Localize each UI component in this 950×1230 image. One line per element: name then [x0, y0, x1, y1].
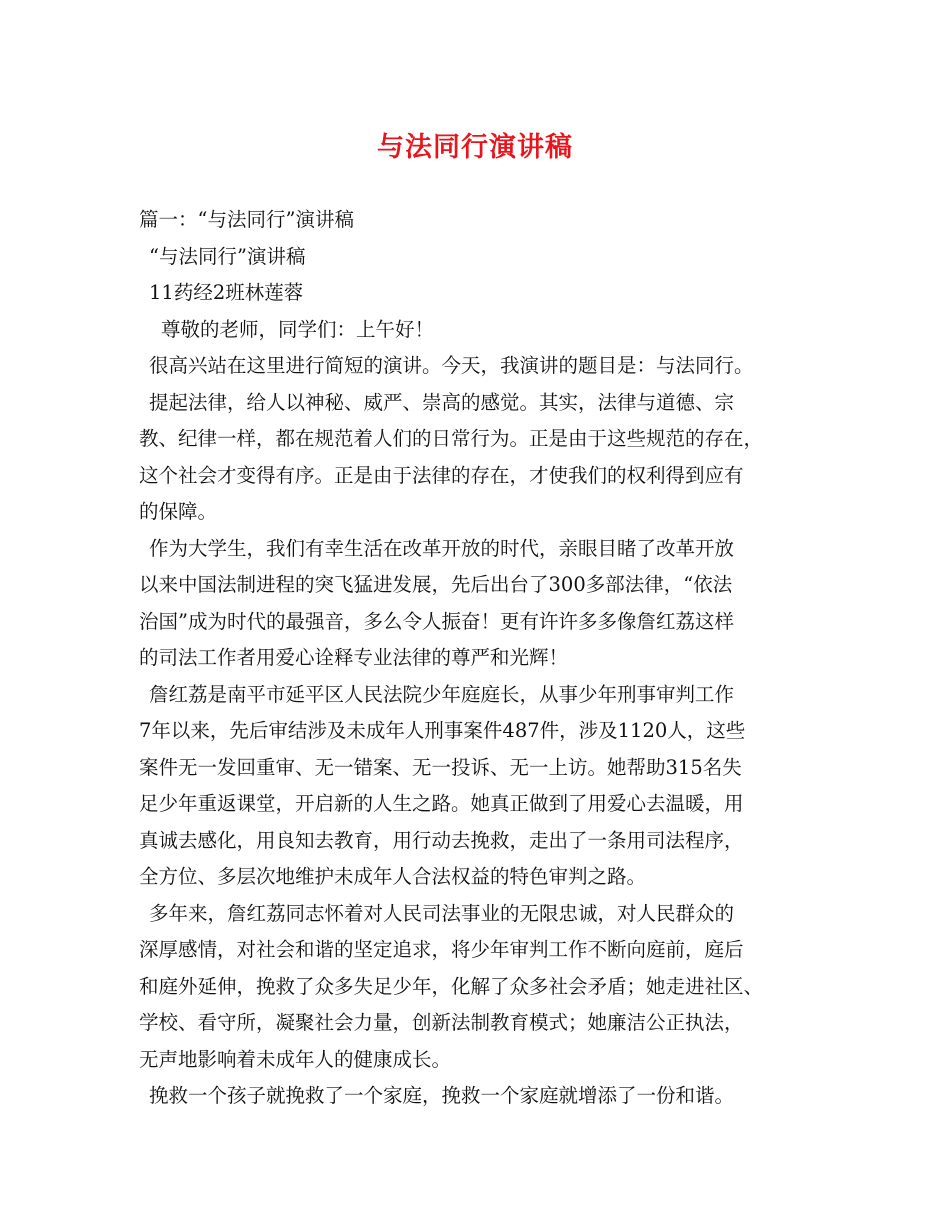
document-body: [139, 202, 829, 1115]
paragraph-line: 詹红荔是南平市延平区人民法院少年庭庭长，从事少年刑事审判工作: [149, 682, 735, 706]
paragraph-line: 提起法律，给人以神秘、威严、崇高的感觉。其实，法律与道德、宗: [149, 390, 735, 414]
paragraph-line: 和庭外延伸，挽救了众多失足少年，化解了众多社会矛盾；她走进社区、: [139, 974, 764, 998]
document-title: 与法同行演讲稿: [377, 132, 573, 163]
paragraph-line: 足少年重返课堂，开启新的人生之路。她真正做到了用爱心去温暖，用: [139, 792, 744, 815]
paragraph-line: 多年来，詹红荔同志怀着对人民司法事业的无限忠诚，对人民群众的: [149, 901, 735, 925]
paragraph-line: 无声地影响着未成年人的健康成长。: [139, 1047, 452, 1071]
paragraph-line: 案件无一发回重审、无一错案、无一投诉、无一上访。她帮助315名失: [139, 755, 742, 779]
paragraph-line: 的保障。: [139, 500, 218, 523]
speech-title-line: “与法同行”演讲稿: [149, 244, 306, 268]
paragraph-line: 这个社会才变得有序。正是由于法律的存在，才使我们的权利得到应有: [139, 463, 744, 487]
paragraph-line: 全方位、多层次地维护未成年人合法权益的特色审判之路。: [139, 865, 647, 888]
greeting-line: 尊敬的老师，同学们：上午好！: [161, 317, 435, 341]
paragraph-line: 治国”成为时代的最强音，多么令人振奋！更有许许多多像詹红荔这样: [139, 609, 734, 633]
paragraph-line: 的司法工作者用爱心诠释专业法律的尊严和光辉！: [139, 646, 569, 669]
section-heading: 篇一：“与法同行”演讲稿: [139, 208, 354, 231]
author-line: 11药经2班林莲蓉: [149, 281, 304, 304]
paragraph-line: 挽救一个孩子就挽救了一个家庭，挽救一个家庭就增添了一份和谐。: [149, 1084, 735, 1107]
paragraph-line: 深厚感情，对社会和谐的坚定追求，将少年审判工作不断向庭前，庭后: [139, 938, 744, 961]
paragraph-line: 7年以来，先后审结涉及未成年人刑事案件487件，涉及1120人，这些: [139, 719, 746, 742]
paragraph-line: 真诚去感化，用良知去教育，用行动去挽救，走出了一条用司法程序，: [139, 828, 744, 852]
paragraph-line: 很高兴站在这里进行简短的演讲。今天，我演讲的题目是：与法同行。: [149, 354, 754, 377]
paragraph-line: 学校、看守所，凝聚社会力量，创新法制教育模式；她廉洁公正执法，: [139, 1011, 744, 1034]
paragraph-line: 教、纪律一样，都在规范着人们的日常行为。正是由于这些规范的存在，: [139, 427, 764, 450]
paragraph-line: 作为大学生，我们有幸生活在改革开放的时代，亲眼目睹了改革开放: [149, 536, 735, 560]
paragraph-line: 以来中国法制进程的突飞猛进发展，先后出台了300多部法律，“依法: [139, 573, 733, 596]
